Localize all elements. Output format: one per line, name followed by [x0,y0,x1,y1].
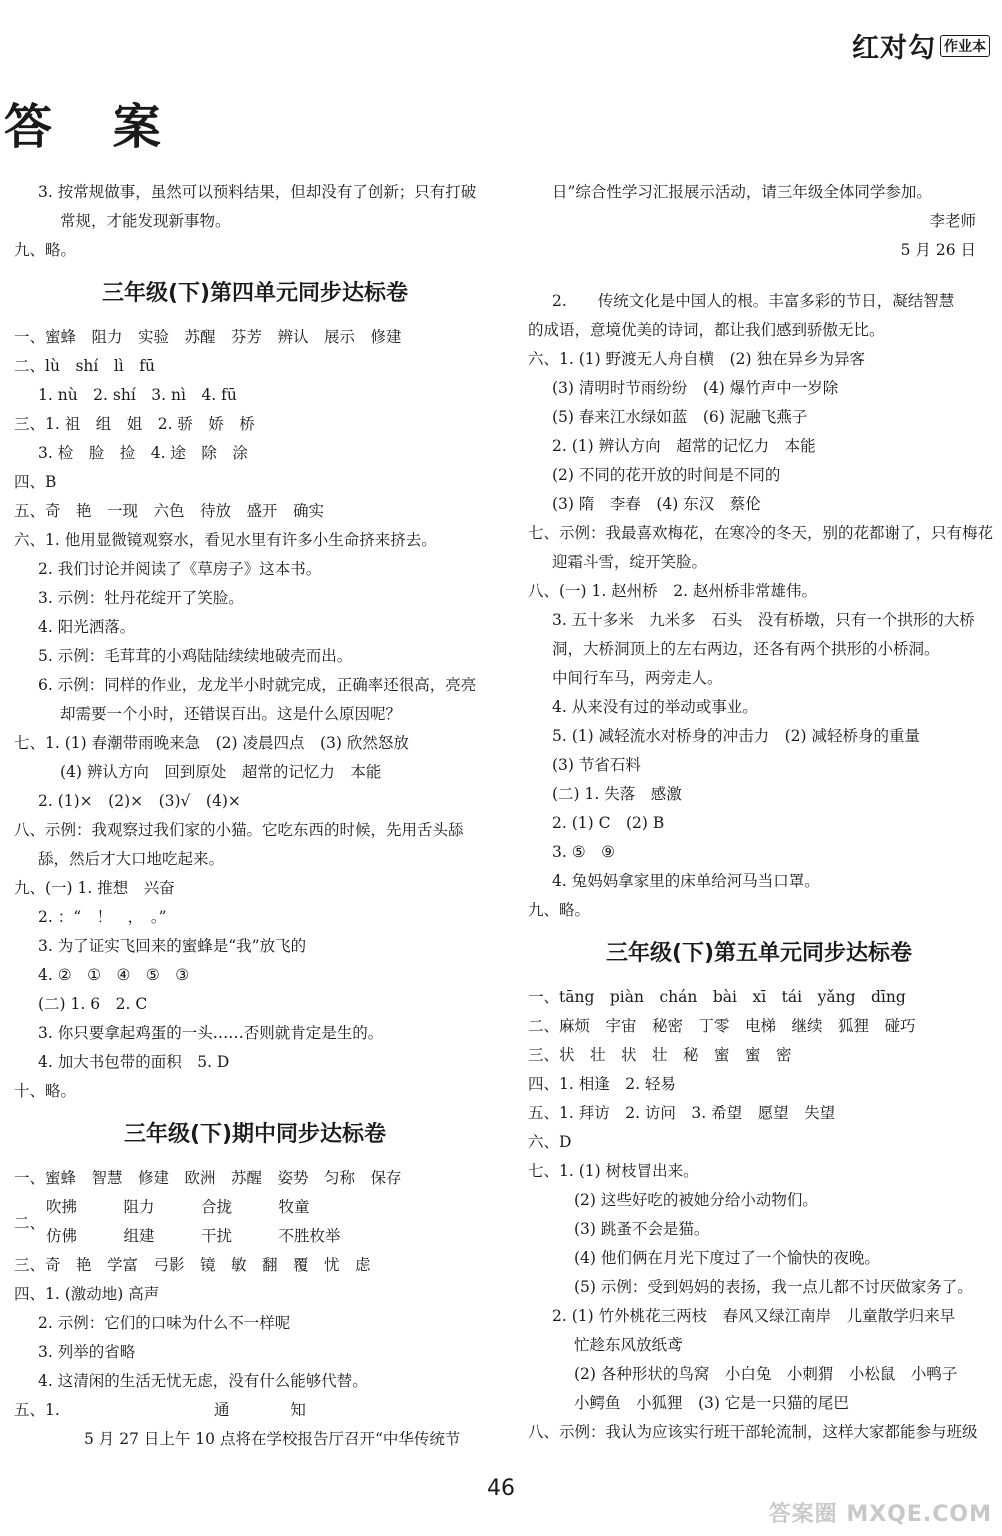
answer-line: 3. 按常规做事，虽然可以预料结果，但却没有了创新；只有打破 [38,183,477,201]
answer-line: (4) 辨认方向 回到原处 超常的记忆力 本能 [60,763,382,781]
answer-line: 3. 示例：牡丹花绽开了笑脸。 [38,589,244,607]
answer-line: 却需要一个小时，还错误百出。这是什么原因呢？ [60,705,402,723]
answer-line: 八、示例：我观察过我们家的小猫。它吃东西的时候，先用舌头舔 [14,821,464,839]
answer-line: 的成语，意境优美的诗词，都让我们感到骄傲无比。 [528,321,885,339]
answer-line: 4. 兔妈妈拿家里的床单给河马当口罩。 [552,872,820,890]
answer-label: 五、1. [14,1401,60,1419]
answer-line: 八、示例：我认为应该实行班干部轮流制，这样大家都能参与班级 [528,1423,978,1441]
brand-header [852,26,990,65]
answer-line: 六、1. (1) 野渡无人舟自横 (2) 独在异乡为异客 [528,350,865,368]
answer-line: 七、示例：我最喜欢梅花，在寒冷的冬天，别的花都谢了，只有梅花 [528,524,994,542]
answer-line: 4. 这清闲的生活无忧无虑，没有什么能够代替。 [38,1372,368,1390]
answer-line: 九、略。 [528,901,591,919]
answer-line: 2. 传统文化是中国人的根。丰富多彩的节日，凝结智慧 [552,292,955,310]
answer-group [14,1396,496,1425]
answer-line: 2. ：“ ！ ， 。” [38,908,167,926]
answer-line: 5. (1) 减轻流水对桥身的冲击力 (2) 减轻桥身的重量 [552,727,920,745]
section-heading-unit4: 三年级(下)第四单元同步达标卷 [101,281,409,306]
brand-logo: 红对勾 [852,33,936,64]
answer-line: (5) 春来江水绿如蓝 (6) 泥融飞燕子 [552,408,808,426]
answer-line: 二、麻烦 宇宙 秘密 丁零 电梯 继续 狐狸 碰巧 [528,1017,916,1035]
answer-line: 3. 你只要拿起鸡蛋的一头……否则就肯定是生的。 [38,1024,384,1042]
notice-title: 通 知 [214,1401,334,1419]
left-column [14,178,496,1454]
answer-line: 三、状 壮 状 壮 秘 蜜 蜜 密 [528,1046,792,1064]
answer-line: 2. 示例：它们的口味为什么不一样呢 [38,1314,291,1332]
answer-line: (5) 示例：受到妈妈的表扬，我一点儿都不讨厌做家务了。 [574,1278,973,1296]
answer-line: 3. 五十多米 九米多 石头 没有桥墩，只有一个拱形的大桥 [552,611,975,629]
answer-line: 二、lù shí lì fū [14,357,155,375]
watermark-logo: 答案圈 MXQE.COM [768,1502,992,1527]
answer-line: 一、蜜蜂 智慧 修建 欧洲 苏醒 姿势 匀称 保存 [14,1169,402,1187]
page-number: 46 [487,1476,515,1501]
answer-line: 1. nù 2. shí 3. nì 4. fū [38,386,237,404]
answer-line: 吹拂 阻力 合拢 牧童 [46,1198,310,1216]
answer-line: (二) 1. 6 2. C [38,995,148,1013]
answer-line: 八、(一) 1. 赵州桥 2. 赵州桥非常雄伟。 [528,582,817,600]
answer-line: 4. 从来没有过的举动或事业。 [552,698,758,716]
answer-line: 2. (1) 辨认方向 超常的记忆力 本能 [552,437,816,455]
answer-line: 4. 阳光洒落。 [38,618,136,636]
answer-line: 2. (1) 竹外桃花三两枝 春风又绿江南岸 儿童散学归来早 [552,1307,956,1325]
answer-line: 三、1. 祖 组 姐 2. 骄 娇 桥 [14,415,255,433]
answer-line: (2) 这些好吃的被她分给小动物们。 [574,1191,818,1209]
answer-line: 一、tāng piàn chán bài xī tái yǎng dīng [528,988,906,1006]
answer-line: 洞，大桥洞顶上的左右两边，还各有两个拱形的小桥洞。 [552,640,940,658]
answer-line: 3. 列举的省略 [38,1343,136,1361]
answer-line: 四、1. (激动地) 高声 [14,1285,160,1303]
answer-line: 4. 加大书包带的面积 5. D [38,1053,230,1071]
notice-date: 5 月 26 日 [900,241,976,259]
answer-line: 九、(一) 1. 推想 兴奋 [14,879,175,897]
answer-line: (3) 节省石料 [552,756,641,774]
answer-line: 3. 检 脸 捡 4. 途 除 涂 [38,444,248,462]
answer-line: 七、1. (1) 春潮带雨晚来急 (2) 凌晨四点 (3) 欣然怒放 [14,734,409,752]
answer-line: 2. 我们讨论并阅读了《草房子》这本书。 [38,560,322,578]
answer-group [14,1193,496,1251]
section-heading-midterm: 三年级(下)期中同步达标卷 [123,1122,387,1147]
answer-line: 常规，才能发现新事物。 [60,212,231,230]
answer-line: 七、1. (1) 树枝冒出来。 [528,1162,699,1180]
answer-line: 4. ② ① ④ ⑤ ③ [38,966,190,984]
answer-line: (2) 不同的花开放的时间是不同的 [552,466,781,484]
answer-line: 四、1. 相逢 2. 轻易 [528,1075,676,1093]
answer-line: 2. (1) C (2) B [552,814,665,832]
answer-line: 6. 示例：同样的作业，龙龙半小时就完成，正确率还很高，亮亮 [38,676,477,694]
answer-line: 五、奇 艳 一现 六色 待放 盛开 确实 [14,502,325,520]
right-column [528,178,994,1447]
answer-line: (2) 各种形状的鸟窝 小白兔 小刺猬 小松鼠 小鸭子 [574,1365,958,1383]
answer-line: 小鳄鱼 小狐狸 (3) 它是一只猫的尾巴 [574,1394,849,1412]
page-title: 答 案 [4,99,183,155]
answer-line: 六、1. 他用显微镜观察水，看见水里有许多小生命挤来挤去。 [14,531,437,549]
spacer [528,265,990,287]
answer-line: 5. 示例：毛茸茸的小鸡陆陆续续地破壳而出。 [38,647,353,665]
answer-line: (3) 清明时节雨纷纷 (4) 爆竹声中一岁除 [552,379,839,397]
answer-line: 十、略。 [14,1082,77,1100]
answer-line: (二) 1. 失落 感激 [552,785,682,803]
answer-line: 中间行车马，两旁走人。 [552,669,723,687]
answer-line: 3. 为了证实飞回来的蜜蜂是“我”放飞的 [38,937,307,955]
answer-label: 二、 [14,1214,46,1232]
answer-line: 3. ⑤ ⑨ [552,843,616,861]
answer-line: (4) 他们俩在月光下度过了一个愉快的夜晚。 [574,1249,880,1267]
answer-line: 四、B [14,473,57,491]
answer-line: 忙趁东风放纸鸢 [574,1336,683,1354]
answer-line: (3) 隋 李春 (4) 东汉 蔡伦 [552,495,761,513]
answer-line: 迎霜斗雪，绽开笑脸。 [552,553,708,571]
brand-tag: 作业本 [940,35,990,57]
answer-line: 五、1. 拜访 2. 访问 3. 希望 愿望 失望 [528,1104,836,1122]
answer-line: 九、略。 [14,241,77,259]
answer-line: 仿佛 组建 干扰 不胜枚举 [46,1227,341,1245]
answer-line: 日”综合性学习汇报展示活动，请三年级全体同学参加。 [552,183,932,201]
answer-line: 5 月 27 日上午 10 点将在学校报告厅召开“中华传统节 [84,1430,461,1448]
answer-line: 一、蜜蜂 阻力 实验 苏醒 芬芳 辨认 展示 修建 [14,328,402,346]
answer-line: 三、奇 艳 学富 弓影 镜 敏 翻 覆 忧 虑 [14,1256,371,1274]
answer-line: 六、D [528,1133,572,1151]
section-heading-unit5: 三年级(下)第五单元同步达标卷 [605,941,913,966]
notice-signature: 李老师 [929,212,976,230]
answer-line: 2. (1)× (2)× (3)√ (4)× [38,792,241,810]
answer-line: 舔，然后才大口地吃起来。 [38,850,225,868]
answer-line: (3) 跳蚤不会是猫。 [574,1220,710,1238]
